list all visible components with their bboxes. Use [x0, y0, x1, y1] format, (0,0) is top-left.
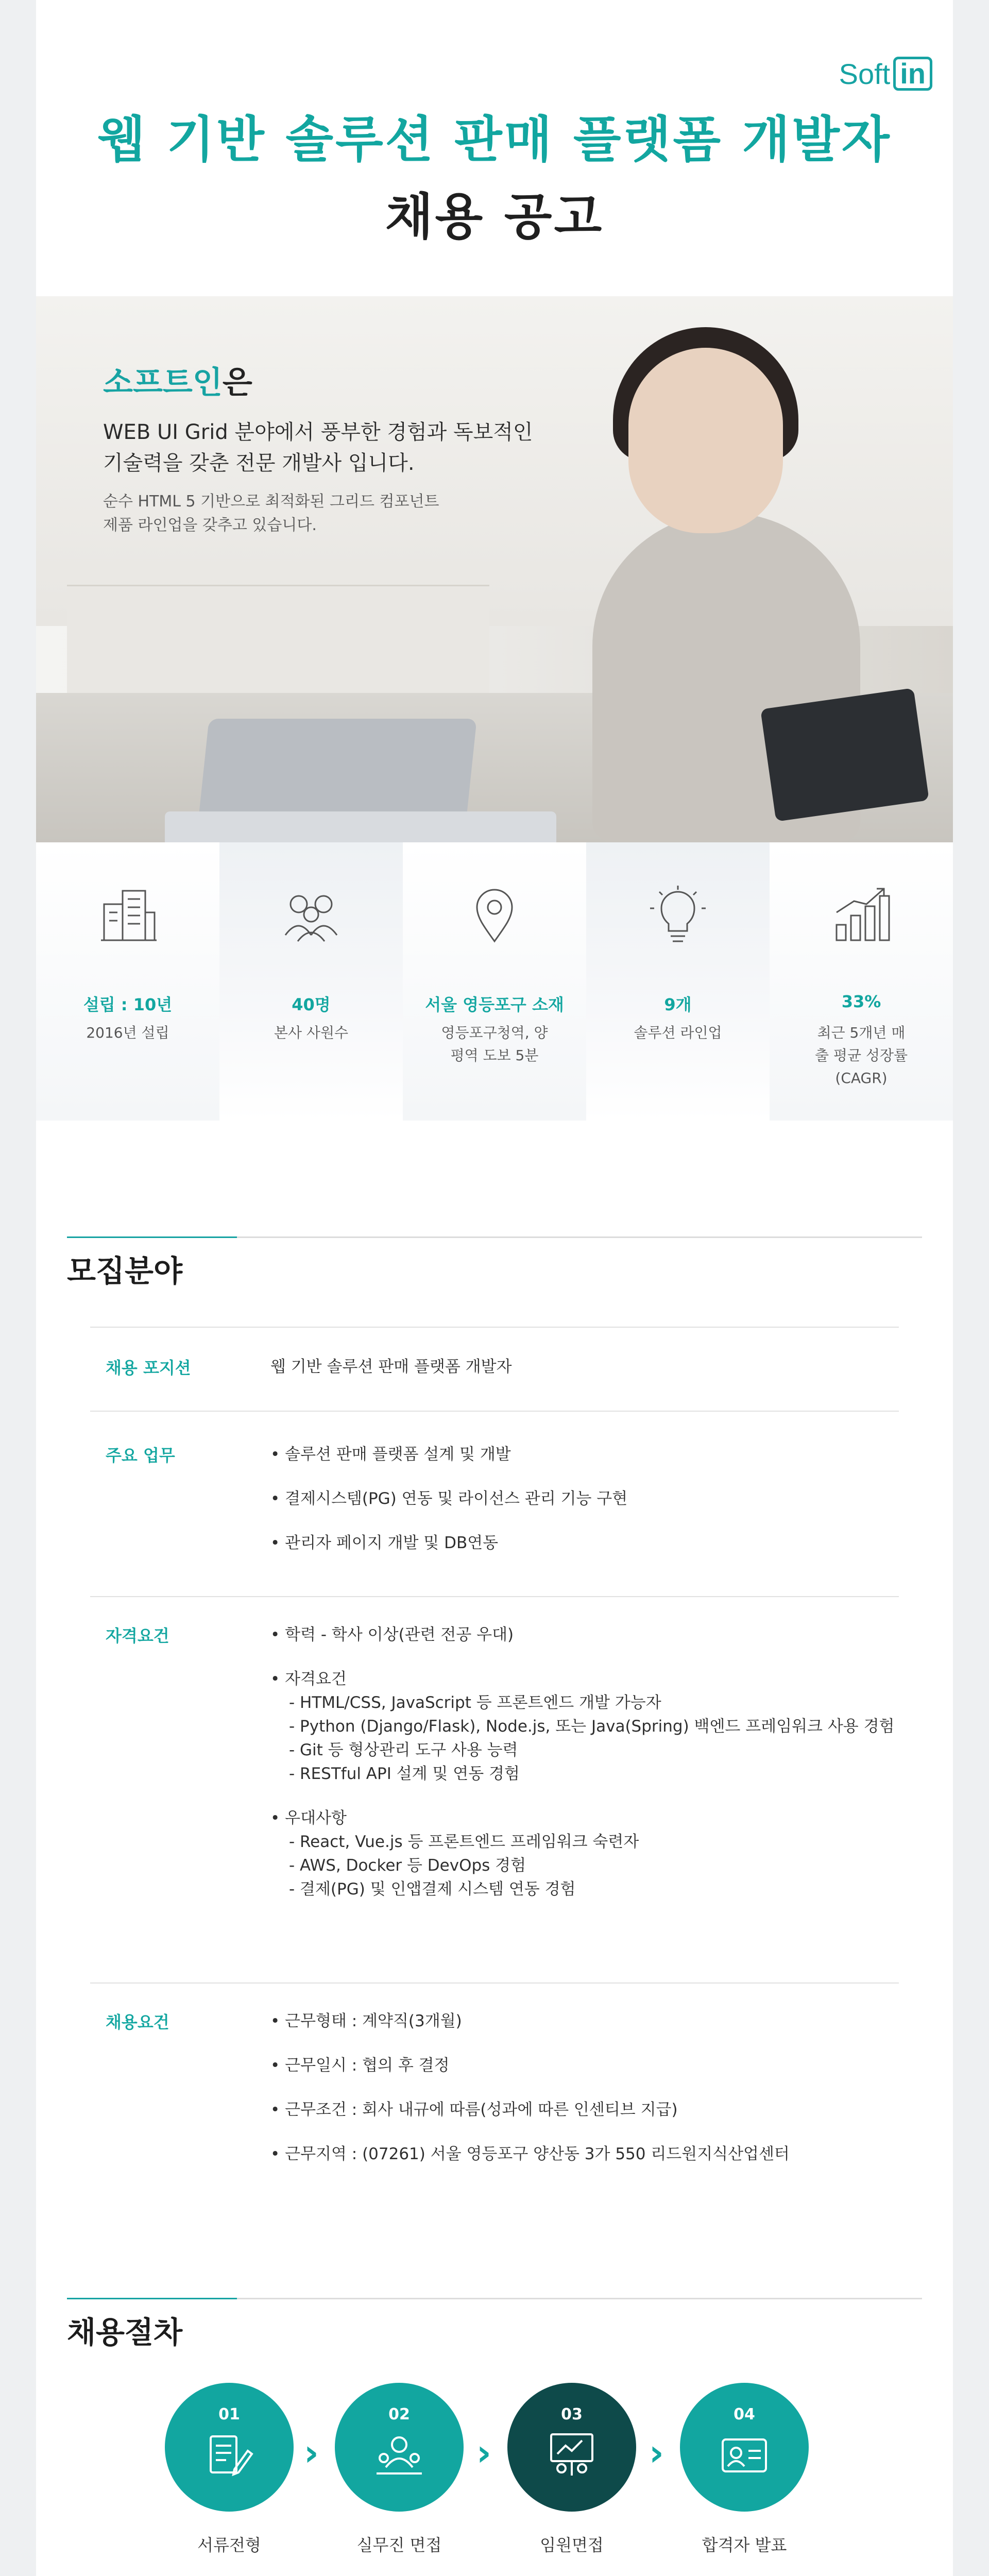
row-head: 주요 업무	[106, 1446, 175, 1465]
process-step-1	[165, 2383, 294, 2556]
hero-banner	[36, 296, 953, 842]
stat-label: 40명	[292, 995, 331, 1014]
recruit-row-duties	[90, 1443, 899, 1597]
presentation-board-icon	[546, 2429, 598, 2481]
hero-laptop-base	[165, 811, 556, 842]
qual-req-item: - Git 등 형상관리 도구 사용 능력	[289, 1741, 518, 1759]
step-number: 02	[388, 2405, 410, 2424]
qual-education: • 학력 - 학사 이상(관련 전공 우대)	[270, 1625, 514, 1644]
chevron-right-icon: ›	[649, 2432, 664, 2474]
step-circle	[335, 2383, 464, 2512]
qual-req-item: - Python (Django/Flask), Node.js, 또는 Java(Spring) 백엔드 프레임워크 사용 경험	[289, 1717, 895, 1736]
qual-pref-item: - React, Vue.js 등 프론트엔드 프레임워크 숙련자	[289, 1833, 639, 1851]
hero-text	[103, 358, 533, 537]
stat-desc: 영등포구청역, 양평역 도보 5분	[441, 1024, 548, 1064]
hero-sub-line2: 제품 라인업을 갖추고 있습니다.	[103, 516, 317, 534]
row-value: 웹 기반 솔루션 판매 플랫폼 개발자	[270, 1358, 512, 1376]
interview-people-icon	[373, 2429, 425, 2481]
section-divider	[67, 1236, 922, 1238]
row-head: 채용 포지션	[106, 1358, 191, 1378]
stat-desc: 솔루션 라인업	[634, 1024, 722, 1041]
stat-employees	[219, 842, 403, 1121]
recruit-title: 모집분야	[67, 1253, 183, 1289]
hero-tablet	[760, 688, 929, 822]
recruit-top-line	[90, 1327, 899, 1328]
stat-label: 9개	[664, 995, 692, 1014]
page-title-line2: 채용 공고	[385, 188, 604, 246]
condition-item: • 근무일시 : 협의 후 결정	[270, 2056, 450, 2075]
building-icon	[97, 884, 159, 945]
step-number: 01	[218, 2405, 240, 2424]
qual-req-item: - HTML/CSS, JavaScript 등 프론트엔드 개발 가능자	[289, 1693, 661, 1712]
stat-lineup	[586, 842, 770, 1121]
recruit-row-position	[90, 1355, 899, 1412]
hero-intro-line1: WEB UI Grid 분야에서 풍부한 경험과 독보적인	[103, 420, 533, 444]
hero-person-face	[628, 348, 783, 533]
step-label: 서류전형	[197, 2535, 261, 2555]
growth-chart-icon	[830, 884, 892, 945]
step-number: 04	[734, 2405, 755, 2424]
qual-pref-title: • 우대사항	[270, 1809, 347, 1827]
lightbulb-icon	[647, 884, 709, 945]
section-divider	[67, 2298, 922, 2299]
stat-desc: 2016년 설립	[86, 1024, 169, 1041]
qual-pref-item: - 결제(PG) 및 인앱결제 시스템 연동 경험	[289, 1880, 576, 1899]
condition-item: • 근무지역 : (07261) 서울 영등포구 양산동 3가 550 리드원지식산업센터	[270, 2145, 790, 2163]
stat-desc: 최근 5개년 매출 평균 성장률 (CAGR)	[814, 1024, 908, 1087]
process-step-3	[507, 2383, 636, 2556]
recruit-row-qualifications	[90, 1623, 899, 1984]
step-circle	[165, 2383, 294, 2512]
qual-pref-item: - AWS, Docker 등 DevOps 경험	[289, 1856, 526, 1875]
duty-item: • 솔루션 판매 플랫폼 설계 및 개발	[270, 1445, 511, 1464]
duty-item: • 관리자 페이지 개발 및 DB연동	[270, 1534, 499, 1552]
id-card-icon	[719, 2429, 770, 2481]
stat-location	[403, 842, 586, 1121]
qual-req-title: • 자격요건	[270, 1670, 347, 1688]
stat-label: 33%	[841, 992, 881, 1011]
step-number: 03	[561, 2405, 583, 2424]
chevron-right-icon: ›	[476, 2432, 491, 2474]
process-step-2	[335, 2383, 464, 2556]
condition-item: • 근무조건 : 회사 내규에 따름(성과에 따른 인센티브 지급)	[270, 2100, 678, 2119]
stat-growth	[770, 842, 953, 1121]
people-icon	[280, 884, 342, 945]
company-stats	[36, 842, 953, 1121]
process-step-4	[680, 2383, 809, 2556]
hero-brand: 소프트인은	[103, 365, 252, 401]
step-label: 합격자 발표	[702, 2535, 787, 2555]
row-head: 채용요건	[106, 2012, 169, 2032]
softin-logo[interactable]	[839, 57, 932, 91]
row-conditions	[270, 2009, 899, 2187]
qual-req-item: - RESTful API 설계 및 연동 경험	[289, 1765, 520, 1783]
location-pin-icon	[464, 884, 525, 945]
recruit-row-conditions	[90, 2009, 899, 2226]
row-duties	[270, 1443, 899, 1575]
step-label: 실무진 면접	[356, 2535, 442, 2555]
hero-intro-line2: 기술력을 갖춘 전문 개발사 입니다.	[103, 451, 415, 475]
chevron-right-icon: ›	[304, 2432, 319, 2474]
duty-item: • 결제시스템(PG) 연동 및 라이선스 관리 기능 구현	[270, 1489, 628, 1508]
job-posting-sheet	[36, 0, 953, 2576]
row-qualifications	[270, 1623, 899, 1901]
logo-box: in	[893, 57, 932, 91]
stat-desc: 본사 사원수	[274, 1024, 349, 1041]
step-circle	[507, 2383, 636, 2512]
stat-founded	[36, 842, 219, 1121]
stat-label: 서울 영등포구 소재	[425, 995, 564, 1014]
condition-item: • 근무형태 : 계약직(3개월)	[270, 2012, 462, 2030]
page-title-line1: 웹 기반 솔루션 판매 플랫폼 개발자	[97, 111, 892, 168]
step-circle	[680, 2383, 809, 2512]
step-label: 임원면접	[540, 2535, 604, 2555]
row-head: 자격요건	[106, 1626, 169, 1646]
process-title: 채용절차	[67, 2315, 183, 2350]
document-pen-icon	[203, 2429, 255, 2481]
hero-cabinet	[67, 585, 489, 698]
logo-text: Soft	[839, 57, 891, 90]
stat-label: 설립 : 10년	[83, 995, 173, 1014]
hero-sub-line1: 순수 HTML 5 기반으로 최적화된 그리드 컴포넌트	[103, 493, 439, 511]
